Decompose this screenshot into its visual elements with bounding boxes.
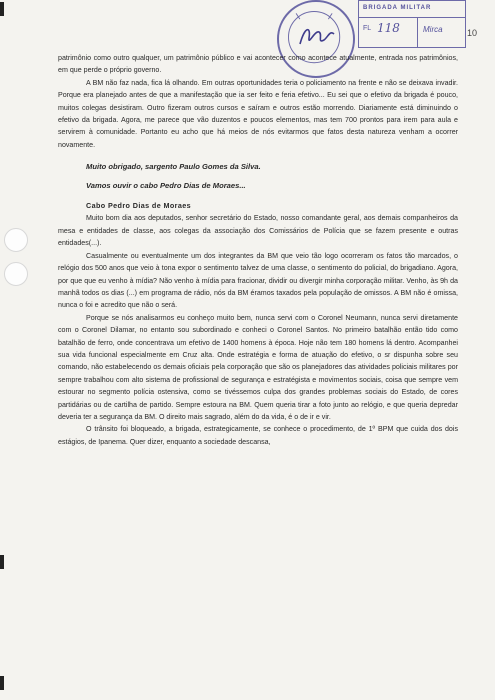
handwritten-signature-icon [297,22,337,50]
registry-column-divider [417,17,418,47]
paragraph-traffic: O trânsito foi bloqueado, a brigada, estrategicamente, se conhece o procedimento, de 1º BPM que cuida dos dois estágios, de Ipanema. Quer dizer, enquanto a sociedade descansa, [58,425,458,446]
paragraph-media: Casualmente ou eventualmente um dos integrantes da BM que veio tão logo ocorreram os fatos tão marcados, o relógio dos 500 anos que veio à tona expor o sentimento talvez de uma classe, o sentimento do policial, do brigadiano. Agora, por que que eu venho à mídia? Não venho à mídia para fracionar, dividir ou divergir minha corporação militar. Venho, às 9h da manhã todos os dias (...) em programa de rádio, nós da BM éramos taxados pela população de omissos. A BM não é omissa, nunca o foi e acredito que não o será. [58,251,458,310]
paragraph-greeting: Muito bom dia aos deputados, senhor secretário do Estado, nosso comandante geral, aos demais companheiros da mesa e entidades de classe, aos colegas da associação dos Comissários de Polícia que se fazem presente e outras entidades(...). [58,214,458,248]
registry-header: BRIGADA MILITAR [363,5,432,11]
edge-mark-top [0,2,4,16]
paragraph-bm-commentary: A BM não faz nada, fica lá olhando. Em outras oportunidades teria o policiamento na frente e não se deixava invadir. Porque era planejado antes de que a manifestação que ia ser feito e feria efetivo... Eu sei que o efetivo da brigada é pouco, muitos colegas desistiram. Outro fizeram outros cursos e saíram e outros estão morrendo. Diariamente está diminuindo o efetivo da brigada. Agora, me parece que vão duzentos e poucos elementos, mas tem 700 prontos para irem para aula e servirem à comunidade. Portanto eu acho que há meios de nós evitarmos que fatos desta natureza venham a ocorrer novamente. [58,78,458,149]
edge-mark-middle [0,555,4,569]
punch-hole-upper [4,228,28,252]
corner-page-number: 10 [467,28,478,38]
folio-number: 118 [377,21,400,35]
transcript-body [58,52,458,448]
registry-initials: Mirca [423,25,443,34]
chair-next-speaker-line: Vamos ouvir o cabo Pedro Dias de Moraes... [86,180,246,190]
registry-stamp-box [358,0,466,48]
paragraph-colonels: Porque se nós analisarmos eu conheço muito bem, nunca servi com o Coronel Neumann, nunca servi diretamente com o Coronel Dilamar, no entanto sou subordinado e conheci o Coronel Santos. No primeiro batalhão então tido como batalhão de ferro, onde concentrava um efetivo de 1400 homens à época. Hoje não tem 180 homens lá dentro. Acompanhei sua vida funcional especialmente em Cruz alta. Onde estratégia e forma de atuação do efetivo, o sr dispunha sobre seu comando, não estabelecendo os demais oficiais pela corporação que são os planejadores das atividades policiais militares por sempre trabalhou com alto sistema de profissional de segurança e estratégista e movimentos sociais, coisa que sempre vem estourar no segmento polícia ostensiva, como se tivéssemos culpa dos grandes problemas sociais do Estado, de cores partidárias ou de cartilha de partido. Sempre estoura na BM. Quem queria tirar a foto junto ao relógio, e que queria depredar deveria ter a segurança da BM. O direito mais sagrado, além do da vida, é o de ir e vir. [58,313,458,421]
chair-thanks-line: Muito obrigado, sargento Paulo Gomes da Silva. [86,162,261,172]
paragraph-continuation: patrimônio como outro qualquer, um patrimônio público e vai acontecer como acontece atualmente, entrada nos patrimônios, em que perde o próprio governo. [58,54,458,75]
registry-divider [359,17,465,18]
edge-mark-bottom [0,676,4,690]
folio-label: FL [363,25,372,32]
speaker-heading: Cabo Pedro Dias de Moraes [86,201,192,211]
punch-hole-lower [4,262,28,286]
